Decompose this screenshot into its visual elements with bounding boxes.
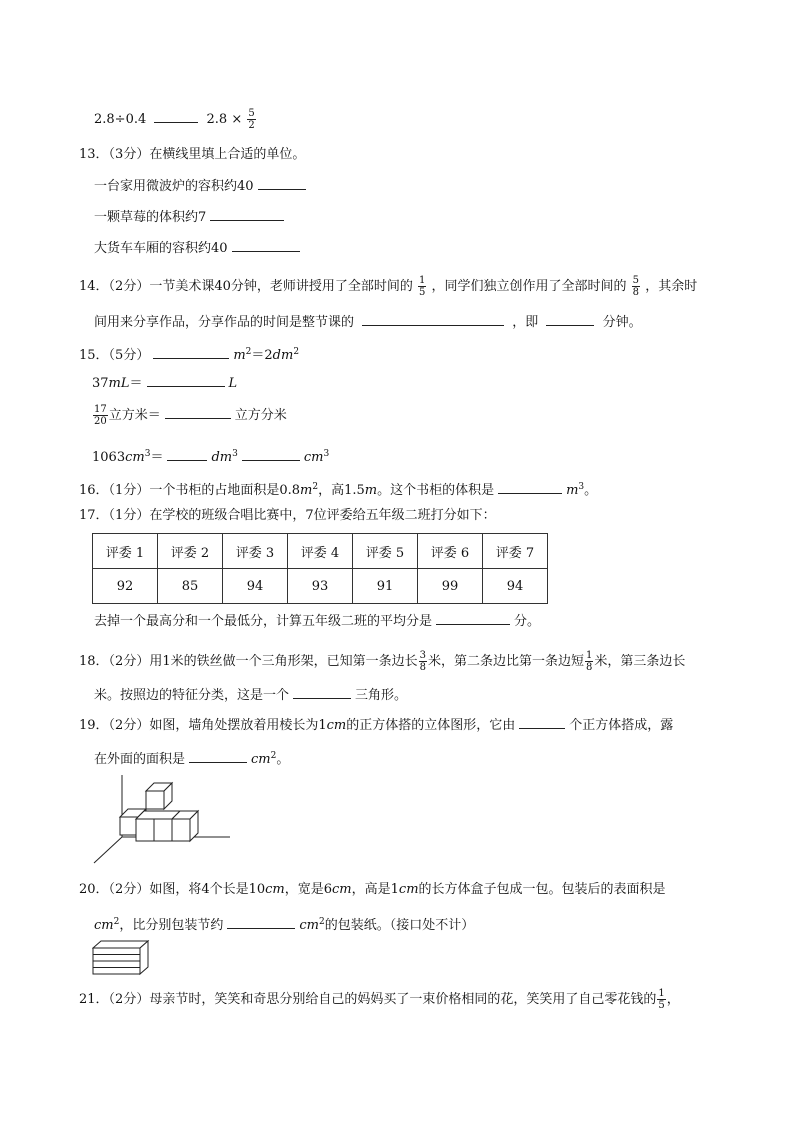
table-header-row xyxy=(93,534,548,569)
q18-line-2: 米。按照边的特征分类，这是一个 三角形。 xyxy=(94,688,408,703)
table-header-cell: 评委 3 xyxy=(223,534,288,569)
table-cell: 94 xyxy=(483,569,548,604)
q15-line-4: $1063cm^3= dm^3$ $cm^3$ xyxy=(92,449,330,465)
q15-line-3: $\frac{17}{20}$ 立方米＝ 立方分米 xyxy=(94,404,287,427)
table-cell: 99 xyxy=(418,569,483,604)
fraction: $\frac{1}{5}$ xyxy=(419,275,426,298)
table-cell: 94 xyxy=(223,569,288,604)
fraction: $\frac{1}{5}$ xyxy=(658,988,665,1011)
table-header-cell: 评委 2 xyxy=(158,534,223,569)
q13-line-1: 一台家用微波炉的容积约40 xyxy=(94,177,310,195)
q19-blank-2[interactable] xyxy=(189,750,247,763)
box-stack-figure xyxy=(92,940,152,976)
expr-left: 2.8÷0.4 xyxy=(94,112,147,127)
q17-tail: 去掉一个最高分和一个最低分，计算五年级二班的平均分是 分。 xyxy=(94,614,541,629)
q13-head: 13．（3分）在横线里填上合适的单位。 xyxy=(79,147,306,162)
expr-right: 2.8 × xyxy=(206,112,243,127)
cubes-corner-figure xyxy=(90,775,240,867)
table-cell: 93 xyxy=(288,569,353,604)
table-header-cell: 评委 4 xyxy=(288,534,353,569)
compare-blank[interactable] xyxy=(154,110,198,123)
table-cell: 91 xyxy=(353,569,418,604)
q14-line-1: 14．（2分）一节美术课40分钟，老师讲授用了全部时间的 $\frac{1}{5}$ ，同学们独立创作用了全部时间的 $\frac{5}{8}$ ，其余时 xyxy=(79,275,698,298)
q15-blank-4[interactable] xyxy=(167,448,207,461)
table-cell: 85 xyxy=(158,569,223,604)
table-header-cell: 评委 5 xyxy=(353,534,418,569)
comparison-line xyxy=(94,108,257,131)
q15-blank-1[interactable] xyxy=(153,346,229,359)
q13-blank-3[interactable] xyxy=(232,239,300,252)
q13-blank-2[interactable] xyxy=(210,208,284,221)
q13-line-3: 大货车车厢的容积约40 xyxy=(94,239,304,257)
q16-blank[interactable] xyxy=(498,481,562,494)
table-header-cell: 评委 7 xyxy=(483,534,548,569)
q19-blank-1[interactable] xyxy=(519,716,565,729)
q15-blank-2[interactable] xyxy=(147,374,225,387)
fraction: $\frac{5}{8}$ xyxy=(632,275,640,298)
q20-line-2: $cm^2$，比分别包装节约 $cm^2$的包装纸。（接口处不计） xyxy=(94,917,475,933)
q15-blank-3[interactable] xyxy=(165,406,231,419)
fraction: $\frac{17}{20}$ xyxy=(94,404,107,427)
table-header-cell: 评委 1 xyxy=(93,534,158,569)
q13-blank-1[interactable] xyxy=(258,177,306,190)
q14-blank-1[interactable] xyxy=(362,313,504,326)
q21-line: 21．（2分）母亲节时，笑笑和奇思分别给自己的妈妈买了一束价格相同的花，笑笑用了自己零花钱的 $\frac{1}{5}$ ， xyxy=(79,988,680,1011)
q20-blank[interactable] xyxy=(227,916,295,929)
q19-line-2: 在外面的面积是 $cm^2$。 xyxy=(94,751,290,767)
q19-line-1: 19．（2分）如图，墙角处摆放着用棱长为1cm的正方体搭的立体图形，它由 个正方体搭成，露 xyxy=(79,718,674,733)
q14-blank-2[interactable] xyxy=(546,313,594,326)
q14-line-2: 间用来分享作品，分享作品的时间是整节课的 ，即 分钟。 xyxy=(94,315,642,330)
table-cell: 92 xyxy=(93,569,158,604)
q15-line-2: 37mL＝ L xyxy=(92,376,238,391)
table-header-cell: 评委 6 xyxy=(418,534,483,569)
q13-line-2: 一颗草莓的体积约7 xyxy=(94,208,288,226)
fraction: $\frac{3}{8}$ xyxy=(419,650,426,673)
q18-line-1: 18．（2分）用1米的铁丝做一个三角形架，已知第一条边长 $\frac{3}{8}$ 米，第二条边比第一条边短 $\frac{1}{8}$ 米，第三条边长 xyxy=(79,650,686,673)
q16-line: 16．（1分）一个书柜的占地面积是$0.8m^2$，高1.5m。这个书柜的体积是 $m^3$。 xyxy=(79,482,598,498)
q15-blank-5[interactable] xyxy=(242,448,300,461)
q20-line-1: 20．（2分）如图，将4个长是10cm，宽是6cm，高是1cm的长方体盒子包成一包。包装后的表面积是 xyxy=(79,882,666,897)
q17-head: 17．（1分）在学校的班级合唱比赛中，7位评委给五年级二班打分如下： xyxy=(79,508,496,523)
q15-line-1: 15．（5分） $m^2=2dm^2$ xyxy=(79,347,300,363)
fraction: $\frac{5}{2}$ xyxy=(248,108,255,131)
q17-blank[interactable] xyxy=(436,612,510,625)
q18-blank[interactable] xyxy=(293,686,351,699)
fraction: $\frac{1}{8}$ xyxy=(585,650,593,673)
table-row xyxy=(93,569,548,604)
scores-table xyxy=(92,533,548,604)
